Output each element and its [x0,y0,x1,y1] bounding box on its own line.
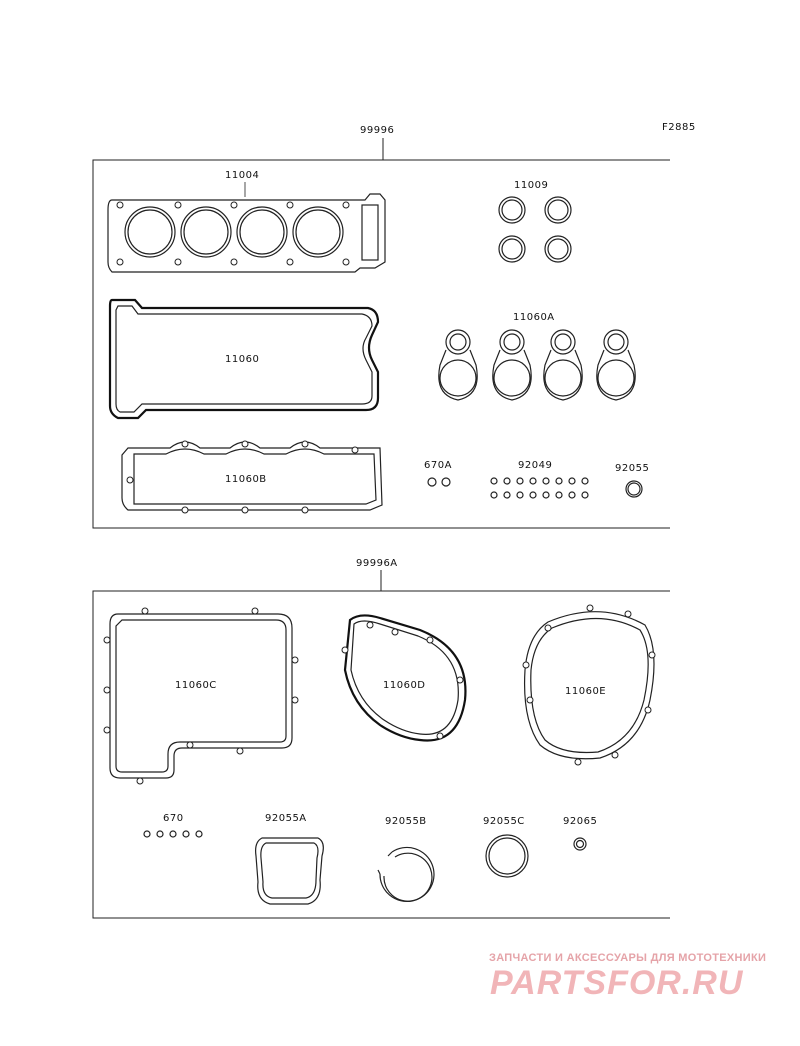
ring-92055b[interactable] [378,816,434,901]
part-label-670a: 670A [424,460,452,471]
part-label-92065: 92065 [563,816,598,827]
o-rings-11009[interactable] [499,180,571,262]
kit-frame-2 [93,591,670,918]
part-label-11060a: 11060A [513,312,555,323]
generator-cover-gasket-11060d[interactable] [342,615,465,740]
watermark-tagline: ЗАПЧАСТИ И АКСЕССУАРЫ ДЛЯ МОТОТЕХНИКИ [489,952,767,964]
kit-frame [93,160,670,528]
part-label-92055a: 92055A [265,813,307,824]
seals-670a[interactable] [424,460,452,486]
part-label-670: 670 [163,813,184,824]
part-label-11009: 11009 [514,180,549,191]
part-label-92055: 92055 [615,463,650,474]
gasket-92055a[interactable] [256,813,324,904]
washers-92049[interactable] [491,460,588,498]
part-label-92055c: 92055C [483,816,525,827]
part-label-92055b: 92055B [385,816,427,827]
kit-99996a-group [93,558,670,918]
ring-92065[interactable] [563,816,597,850]
clutch-cover-gasket-11060e[interactable] [523,605,655,765]
kit-number-99996a: 99996A [356,558,398,569]
head-cover-gasket[interactable] [110,300,378,418]
watermark-logo: PARTSFOR.RU [490,964,744,1002]
figure-code: F2885 [662,122,696,133]
part-label-92049: 92049 [518,460,553,471]
ring-92055c[interactable] [483,816,528,877]
kit-99996-group [93,125,670,528]
part-label-11060d: 11060D [383,680,426,691]
cover-gasket-11060b[interactable] [122,441,382,513]
part-label-11060e: 11060E [565,686,607,697]
ring-92055[interactable] [615,463,649,497]
part-label-11004: 11004 [225,170,260,181]
cylinder-head-gasket[interactable] [108,170,385,272]
watermark [489,952,766,1002]
seals-670[interactable] [144,813,202,837]
part-label-11060b: 11060B [225,474,267,485]
part-label-11060: 11060 [225,354,260,365]
oil-pan-gasket-11060c[interactable] [104,608,298,784]
part-label-11060c: 11060C [175,680,217,691]
plug-gaskets-11060a[interactable] [439,312,635,400]
kit-number-99996: 99996 [360,125,395,136]
